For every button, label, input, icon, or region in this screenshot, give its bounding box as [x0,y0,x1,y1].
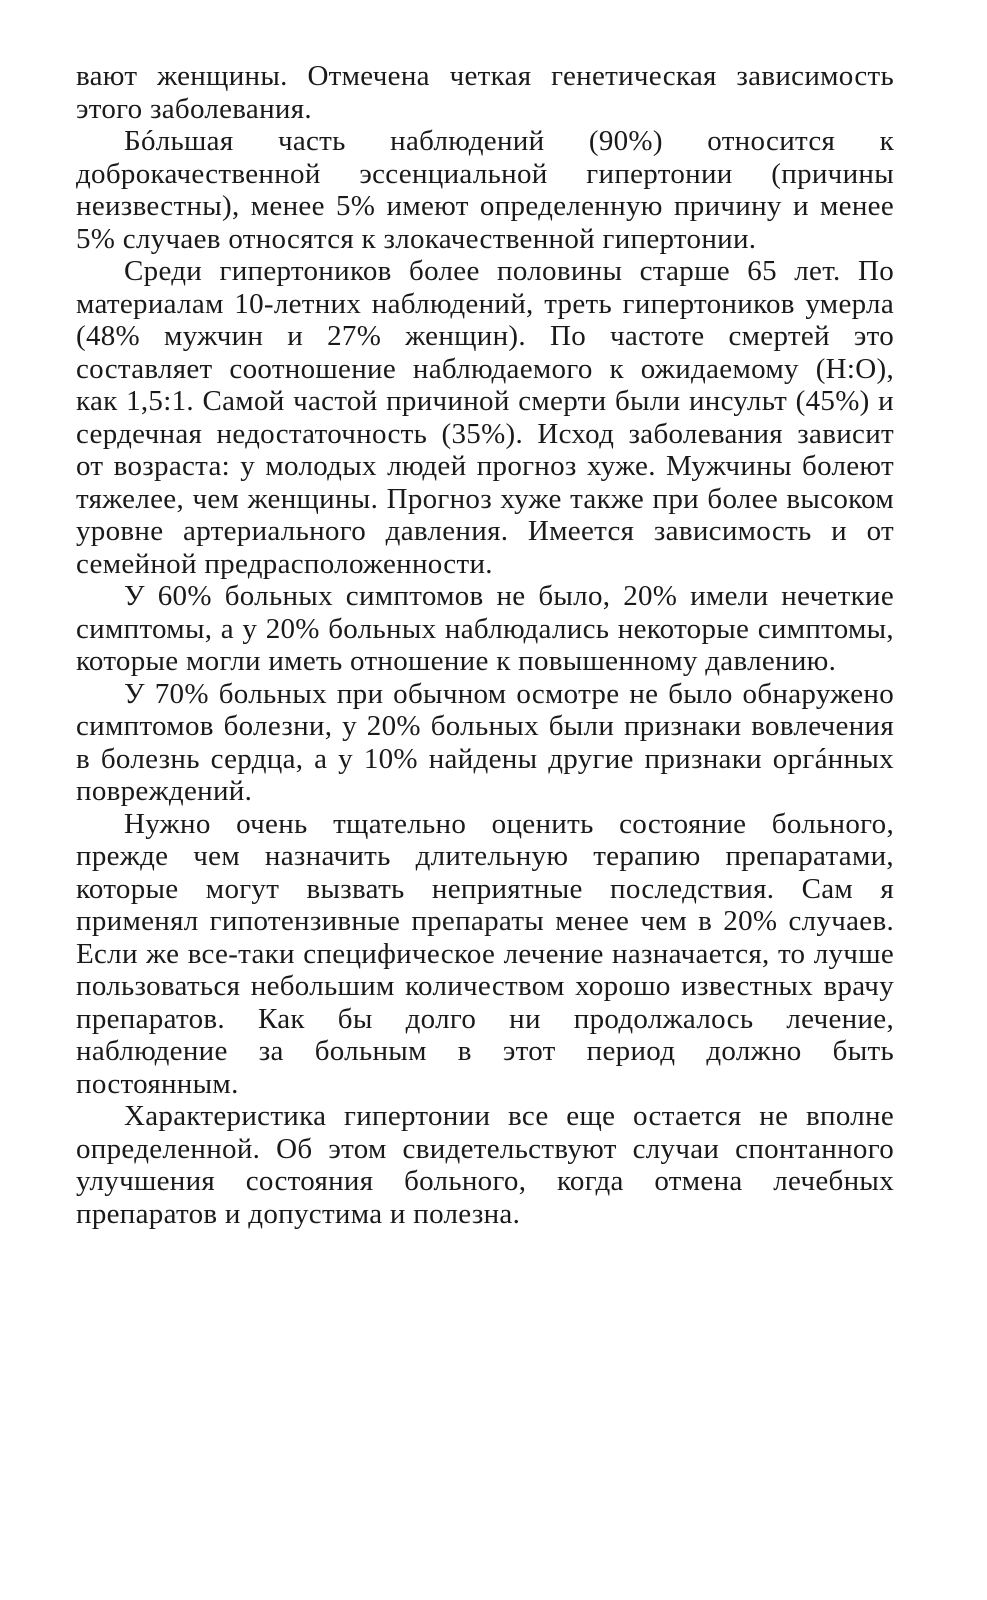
paragraph-continuation: вают женщины. Отмечена четкая генетическая зависимость этого заболевания. [76,60,894,125]
paragraph-symptoms: У 60% больных симптомов не было, 20% имели нечеткие симптомы, а у 20% больных наблюдались некоторые симптомы, которые могли иметь отношение к повышенному давлению. [76,580,894,677]
paragraph-mortality-statistics: Среди гипертоников более половины старше 65 лет. По материалам 10-летних наблюдений, треть гипертоников умерла (48% мужчин и 27% женщин). По частоте смертей это составляет соотношение наблюдаемого к ожидаемому (Н:О), как 1,5:1. Самой частой причиной смерти были инсульт (45%) и сердечная недостаточность (35%). Исход заболевания зависит от возраста: у молодых людей прогноз хуже. Мужчины болеют тяжелее, чем женщины. Прогноз хуже также при более высоком уровне артериального давления. Имеется зависимость и от семейной предрасположенности. [76,255,894,580]
paragraph-examination: У 70% больных при обычном осмотре не было обнаружено симптомов болезни, у 20% больных были признаки вовлечения в болезнь сердца, а у 10% найдены другие признаки оргáнных повреждений. [76,677,894,807]
paragraph-benign-hypertension: Бóльшая часть наблюдений (90%) относится к доброкачественной эссенциальной гипертонии (причины неизвестны), менее 5% имеют определенную причину и менее 5% случаев относятся к злокачественной гипертонии. [76,125,894,255]
paragraph-therapy: Нужно очень тщательно оценить состояние больного, прежде чем назначить длительную терапию препаратами, которые могут вызвать неприятные последствия. Сам я применял гипотензивные препараты менее чем в 20% случаев. Если же все-таки специфическое лечение назначается, то лучше пользоваться небольшим количеством хорошо известных врачу препаратов. Как бы долго ни продолжалось лечение, наблюдение за больным в этот период должно быть постоянным. [76,807,894,1100]
book-page [76,60,894,1230]
paragraph-characteristics: Характеристика гипертонии все еще остается не вполне определенной. Об этом свидетельствуют случаи спонтанного улучшения состояния больного, когда отмена лечебных препаратов и допустима и полезна. [76,1100,894,1230]
